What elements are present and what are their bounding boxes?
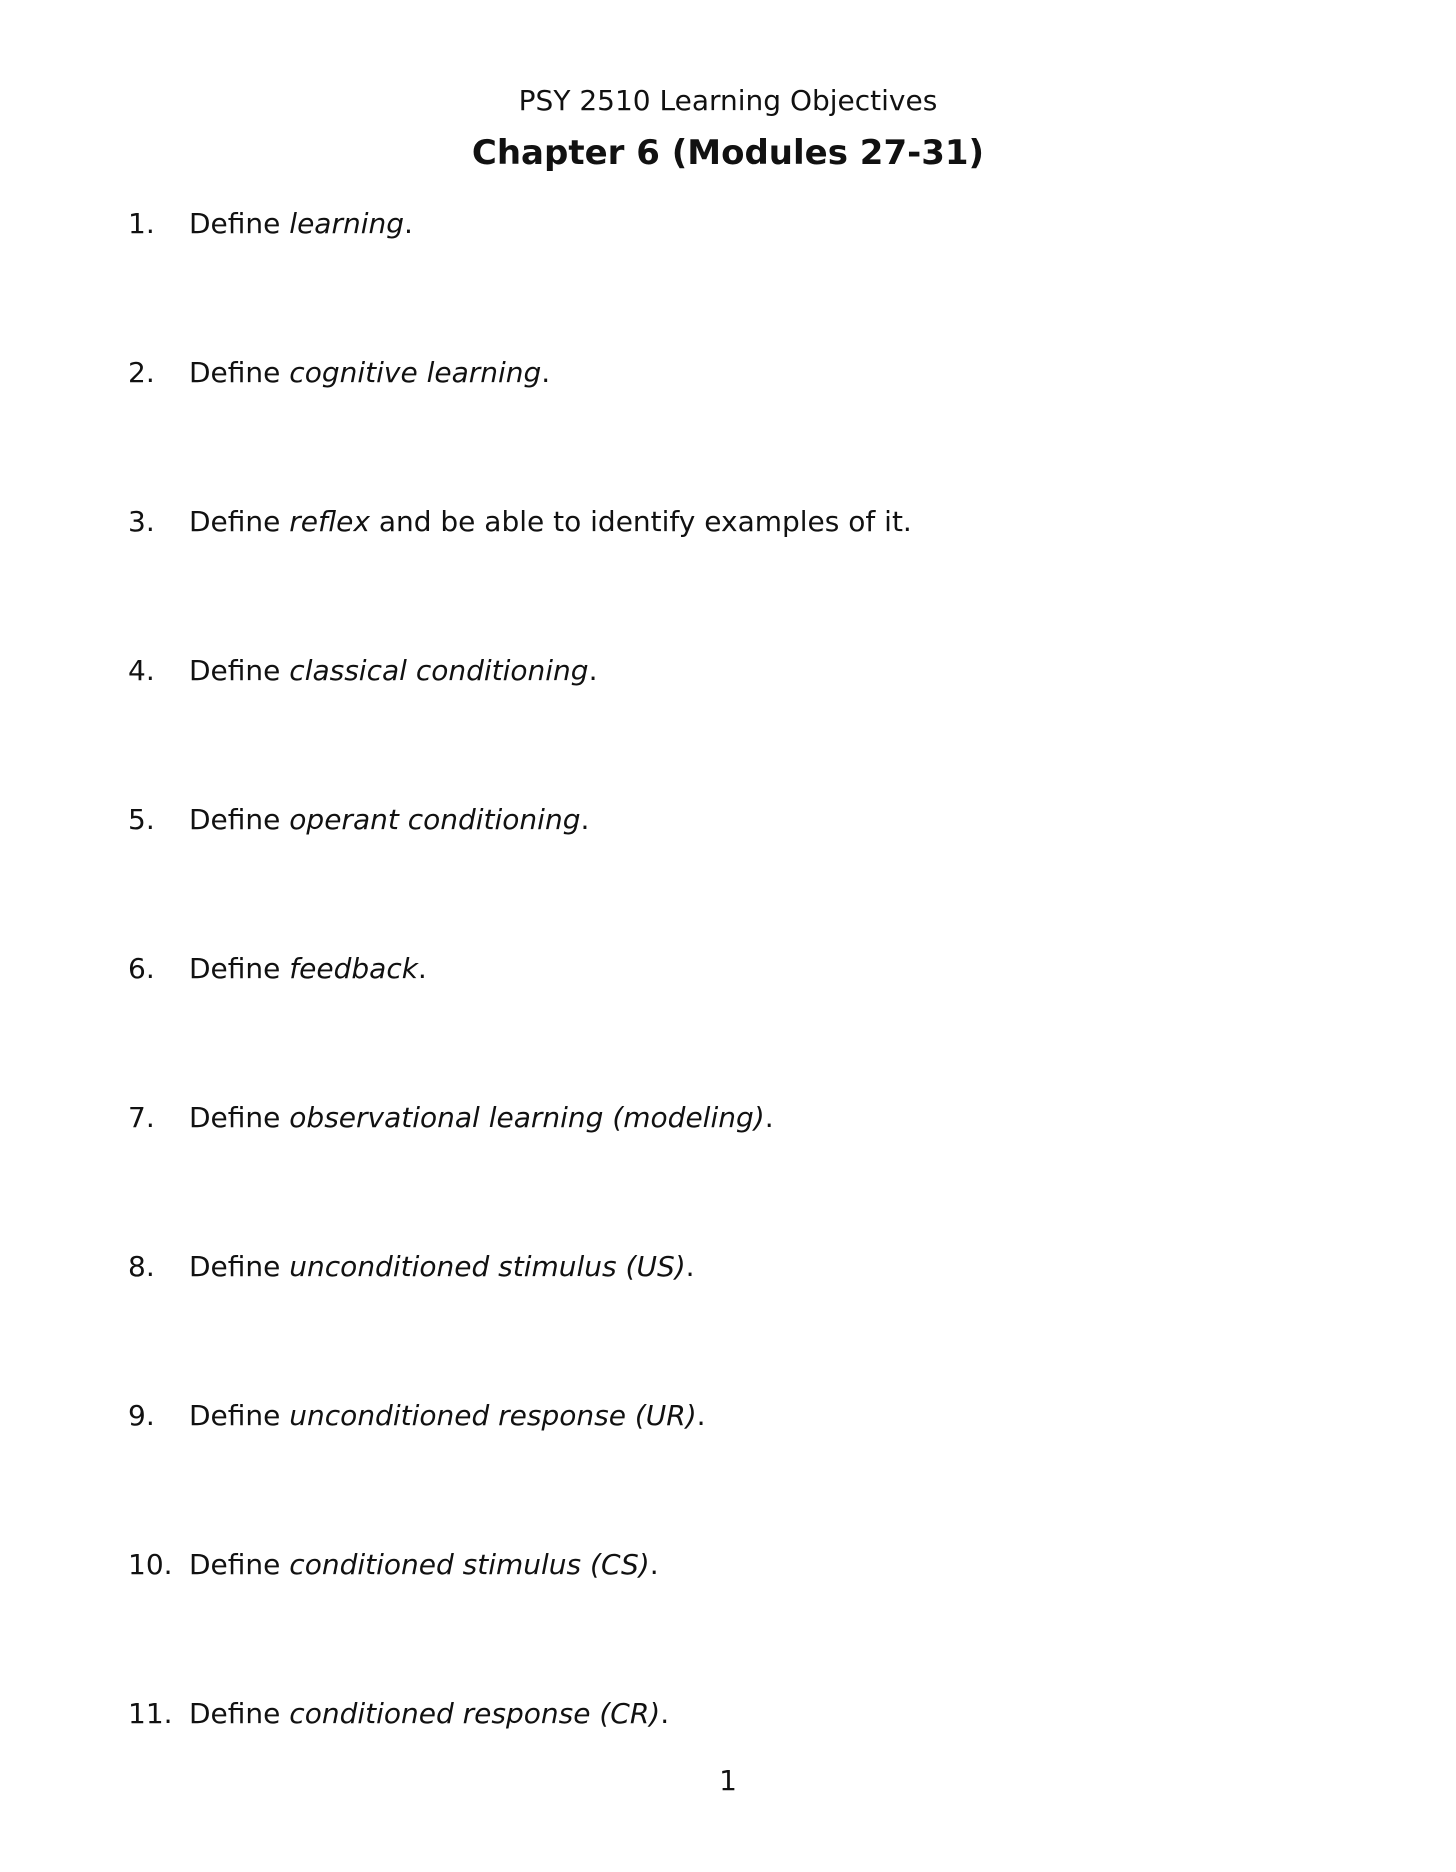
objective-prefix: Define (189, 1697, 290, 1730)
objective-text (189, 502, 912, 542)
objective-term: feedback (289, 952, 418, 985)
objective-text (189, 204, 413, 244)
objective-item (128, 800, 1328, 840)
objective-term: classical conditioning (289, 654, 589, 687)
objective-number: 6. (128, 952, 155, 985)
objective-number: 2. (128, 356, 155, 389)
objective-suffix: . (588, 654, 598, 687)
objective-prefix: Define (189, 505, 290, 538)
objective-number: 1. (128, 207, 155, 240)
objective-item (128, 502, 1328, 542)
objective-suffix: . (696, 1399, 706, 1432)
objective-term: operant conditioning (289, 803, 581, 836)
objective-prefix: Define (189, 356, 290, 389)
objective-term: learning (289, 207, 405, 240)
objective-term: conditioned response (CR) (289, 1697, 661, 1730)
objective-suffix: . (404, 207, 413, 240)
objective-term: conditioned stimulus (CS) (289, 1548, 650, 1581)
objective-text (189, 1545, 659, 1585)
objective-item (128, 204, 1328, 244)
chapter-title: Chapter 6 (Modules 27-31) (471, 133, 985, 173)
objective-number: 10. (128, 1548, 173, 1581)
objective-suffix: . (685, 1250, 695, 1283)
objective-term: cognitive learning (289, 356, 542, 389)
page-number: 1 (719, 1764, 737, 1797)
objective-text (189, 949, 427, 989)
objective-number: 9. (128, 1399, 155, 1432)
objective-prefix: Define (189, 1250, 290, 1283)
objective-term: observational learning (modeling) (289, 1101, 765, 1134)
objective-term: unconditioned response (UR) (289, 1399, 697, 1432)
objective-item (128, 1098, 1328, 1138)
objective-suffix: and be able to identify examples of it. (369, 505, 912, 538)
objective-item (128, 1545, 1328, 1585)
objective-item (128, 1694, 1328, 1734)
objective-suffix: . (660, 1697, 670, 1730)
objective-prefix: Define (189, 803, 290, 836)
objective-term: reflex (289, 505, 370, 538)
objective-number: 4. (128, 654, 155, 687)
objective-item (128, 949, 1328, 989)
objective-number: 5. (128, 803, 155, 836)
objective-prefix: Define (189, 207, 290, 240)
objective-text (189, 1247, 695, 1287)
objective-item (128, 353, 1328, 393)
objective-item (128, 651, 1328, 691)
objective-text (189, 1694, 669, 1734)
objective-suffix: . (580, 803, 590, 836)
objective-prefix: Define (189, 1101, 290, 1134)
objective-item (128, 1396, 1328, 1436)
objective-suffix: . (649, 1548, 659, 1581)
objective-number: 11. (128, 1697, 173, 1730)
objective-number: 7. (128, 1101, 155, 1134)
course-heading: PSY 2510 Learning Objectives (518, 84, 938, 117)
objective-suffix: . (417, 952, 427, 985)
objective-text (189, 353, 550, 393)
objective-prefix: Define (189, 654, 290, 687)
objective-term: unconditioned stimulus (US) (289, 1250, 686, 1283)
objective-suffix: . (541, 356, 551, 389)
objective-prefix: Define (189, 952, 290, 985)
objective-prefix: Define (189, 1399, 290, 1432)
objective-prefix: Define (189, 1548, 290, 1581)
objective-text (189, 651, 597, 691)
objective-item (128, 1247, 1328, 1287)
objective-number: 8. (128, 1250, 155, 1283)
objective-text (189, 1098, 774, 1138)
objective-text (189, 1396, 706, 1436)
objective-number: 3. (128, 505, 155, 538)
objective-suffix: . (764, 1101, 774, 1134)
objective-text (189, 800, 589, 840)
